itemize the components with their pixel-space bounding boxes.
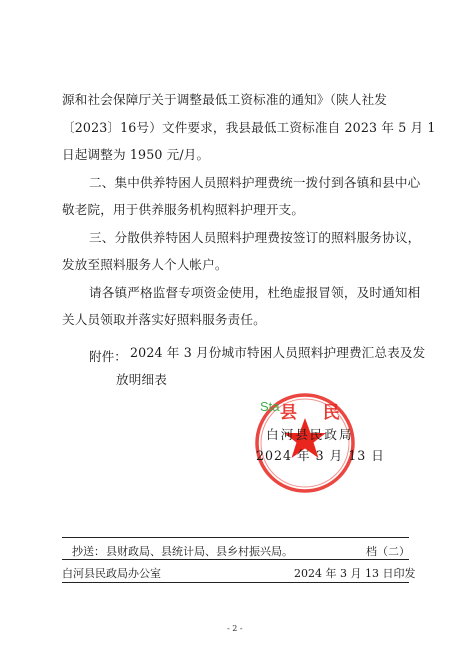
appendix-title-line1: 2024 年 3 月份城市特困人员照料护理费汇总表及发 bbox=[130, 345, 426, 360]
body-line: 发放至照料服务人个人帐户。 bbox=[62, 257, 228, 272]
page-number: - 2 - bbox=[227, 624, 243, 633]
footer-top-rule bbox=[62, 537, 409, 538]
body-line: 源和社会保障厅关于调整最低工资标准的通知》（陕人社发 bbox=[62, 92, 388, 107]
signature-date: 2024 年 3 月 13 日 bbox=[256, 448, 385, 463]
body-line: 请各镇严格监督专项资金使用，杜绝虚报冒领，及时通知相 bbox=[89, 285, 421, 300]
body-line: 〔2023〕16号）文件要求，我县最低工资标准自 2023 年 5 月 1 bbox=[62, 120, 436, 135]
issue-date: 2024 年 3 月 13 日印发 bbox=[294, 567, 416, 580]
footer-bottom-rule bbox=[62, 582, 409, 583]
body-line: 二、集中供养特困人员照料护理费统一拨付到各镇和县中心 bbox=[89, 175, 421, 190]
appendix-title-line2: 放明细表 bbox=[116, 372, 167, 387]
issuer: 白河县民政局办公室 bbox=[62, 567, 161, 580]
cc-label: 抄送： bbox=[72, 545, 105, 558]
body-line: 关人员领取并落实好照料服务责任。 bbox=[62, 312, 266, 327]
body-line: 敬老院，用于供养服务机构照料护理开支。 bbox=[62, 202, 305, 217]
footer-middle-rule bbox=[62, 559, 409, 560]
official-seal bbox=[250, 388, 360, 498]
body-line: 三、分散供养特困人员照料护理费按签订的照料服务协议， bbox=[89, 230, 421, 245]
signature-org: 白河县民政局 bbox=[266, 427, 354, 442]
seal-green-overlay: Sta bbox=[260, 399, 280, 414]
file-mark: 档（二） bbox=[366, 545, 410, 558]
body-line: 日起调整为 1950 元/月。 bbox=[62, 147, 210, 162]
cc-list: 县财政局、县统计局、县乡村振兴局。 bbox=[106, 545, 293, 558]
seal-top-text: 县 民 bbox=[280, 403, 350, 423]
appendix-label: 附件： bbox=[89, 349, 127, 364]
